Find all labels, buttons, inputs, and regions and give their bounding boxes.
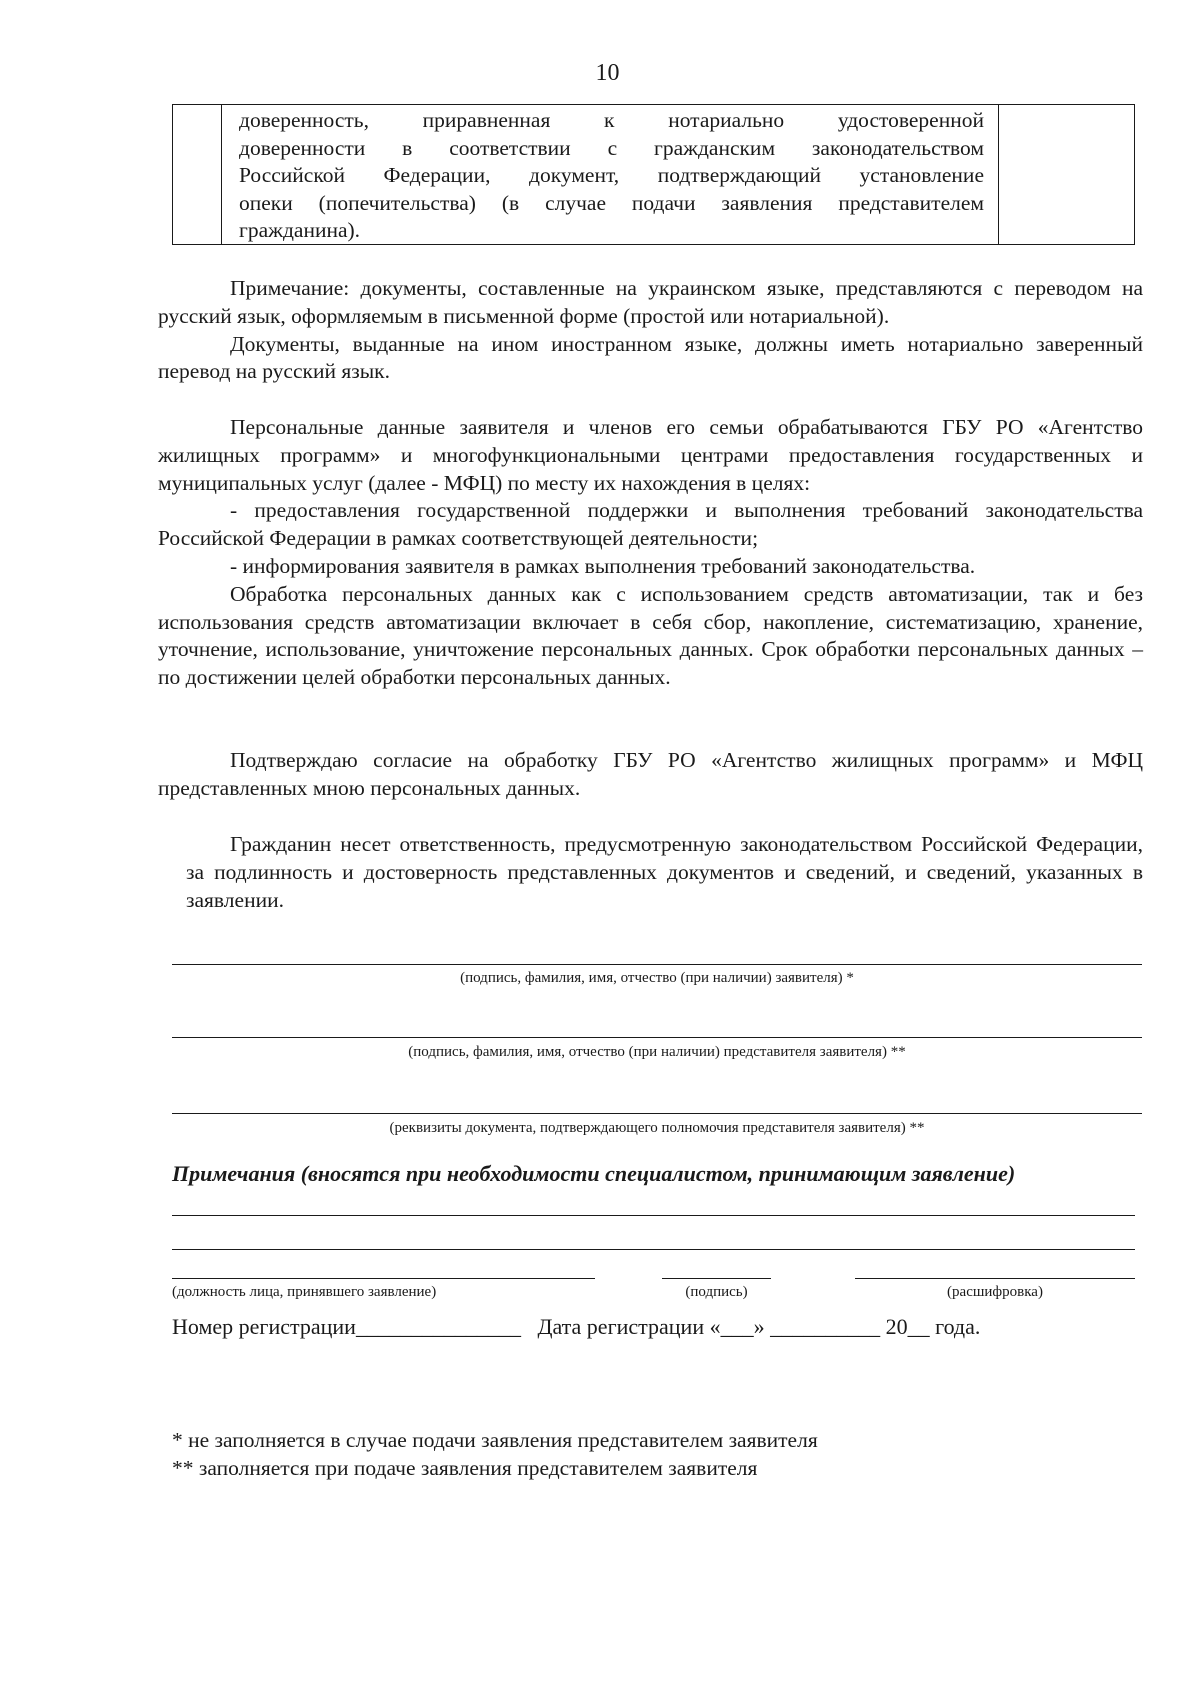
acceptor-position-line[interactable]	[172, 1278, 595, 1279]
applicant-signature-line[interactable]	[172, 964, 1142, 965]
table-cell-line: доверенность, приравненная к нотариально удостоверенной	[239, 108, 984, 132]
responsibility-section	[186, 831, 1143, 914]
registration-line: Номер регистрации_______________ Дата регистрации «___» __________ 20__ года.	[172, 1314, 981, 1339]
purpose-item: - предоставления государственной поддержки и выполнения требований законодательства Российской Федерации в рамках соответствующей деятельности;	[158, 498, 1143, 551]
applicant-signature-caption: (подпись, фамилия, имя, отчество (при наличии) заявителя) *	[460, 970, 854, 986]
table-column-divider	[998, 105, 999, 244]
page-number: 10	[595, 60, 620, 86]
purpose-item: - информирования заявителя в рамках выполнения требований законодательства.	[230, 553, 976, 578]
table-cell-line: опеки (попечительства) (в случае подачи заявления представителем	[239, 190, 984, 215]
representative-signature-line[interactable]	[172, 1037, 1142, 1038]
responsibility-paragraph: Гражданин несет ответственность, предусмотренную законодательством Российской Федерации, за подлинность и достоверность представленных документов и сведений, и сведений, указанных в заявлении.	[186, 832, 1143, 912]
representative-document-caption: (реквизиты документа, подтверждающего полномочия представителя заявителя) **	[389, 1120, 925, 1136]
notes-line[interactable]	[172, 1249, 1135, 1250]
footnote-one-star: * не заполняется в случае подачи заявления представителем заявителя	[172, 1428, 818, 1452]
notes-title: Примечания (вносятся при необходимости специалистом, принимающим заявление)	[172, 1161, 1016, 1186]
representative-document-line[interactable]	[172, 1113, 1142, 1114]
acceptor-decoding-caption: (расшифровка)	[947, 1284, 1043, 1300]
consent-paragraph: Подтверждаю согласие на обработку ГБУ РО «Агентство жилищных программ» и МФЦ представленных мною персональных данных.	[158, 748, 1143, 800]
processing-paragraph: Обработка персональных данных как с использованием средств автоматизации, так и без использования средств автоматизации включает в себя сбор, накопление, систематизацию, хранение, уточнение, использование, уничтожение персональных данных. Срок обработки персональных данных – по достижении целей обработки персональных данных.	[158, 581, 1143, 690]
table-cell-text	[239, 107, 984, 245]
note-foreign: Документы, выданные на ином иностранном языке, должны иметь нотариально заверенный перевод на русский язык.	[158, 331, 1143, 384]
notes-line[interactable]	[172, 1215, 1135, 1216]
table-column-divider	[221, 105, 222, 244]
consent-section	[158, 747, 1143, 803]
acceptor-decoding-line[interactable]	[855, 1278, 1135, 1279]
table-cell-line: Российской Федерации, документ, подтверждающий установление	[239, 163, 984, 187]
translation-notes	[158, 275, 1143, 386]
table-cell-line: доверенности в соответствии с гражданским законодательством	[239, 135, 984, 160]
representative-signature-caption: (подпись, фамилия, имя, отчество (при наличии) представителя заявителя) **	[408, 1044, 906, 1060]
personal-data-intro: Персональные данные заявителя и членов его семьи обрабатываются ГБУ РО «Агентство жилищных программ» и многофункциональными центрами предоставления государственных и муниципальных услуг (далее - МФЦ) по месту их нахождения в целях:	[158, 415, 1143, 495]
personal-data-section	[158, 414, 1143, 692]
footnote-two-star: ** заполняется при подаче заявления представителем заявителя	[172, 1456, 758, 1480]
note-ukrainian: Примечание: документы, составленные на украинском языке, представляются с переводом на русский язык, оформляемым в письменной форме (простой или нотариальной).	[158, 276, 1143, 328]
acceptor-position-caption: (должность лица, принявшего заявление)	[172, 1284, 437, 1300]
documents-table	[172, 104, 1135, 245]
table-cell-line: гражданина).	[239, 218, 361, 242]
acceptor-signature-line[interactable]	[662, 1278, 771, 1279]
acceptor-signature-caption: (подпись)	[685, 1284, 748, 1300]
